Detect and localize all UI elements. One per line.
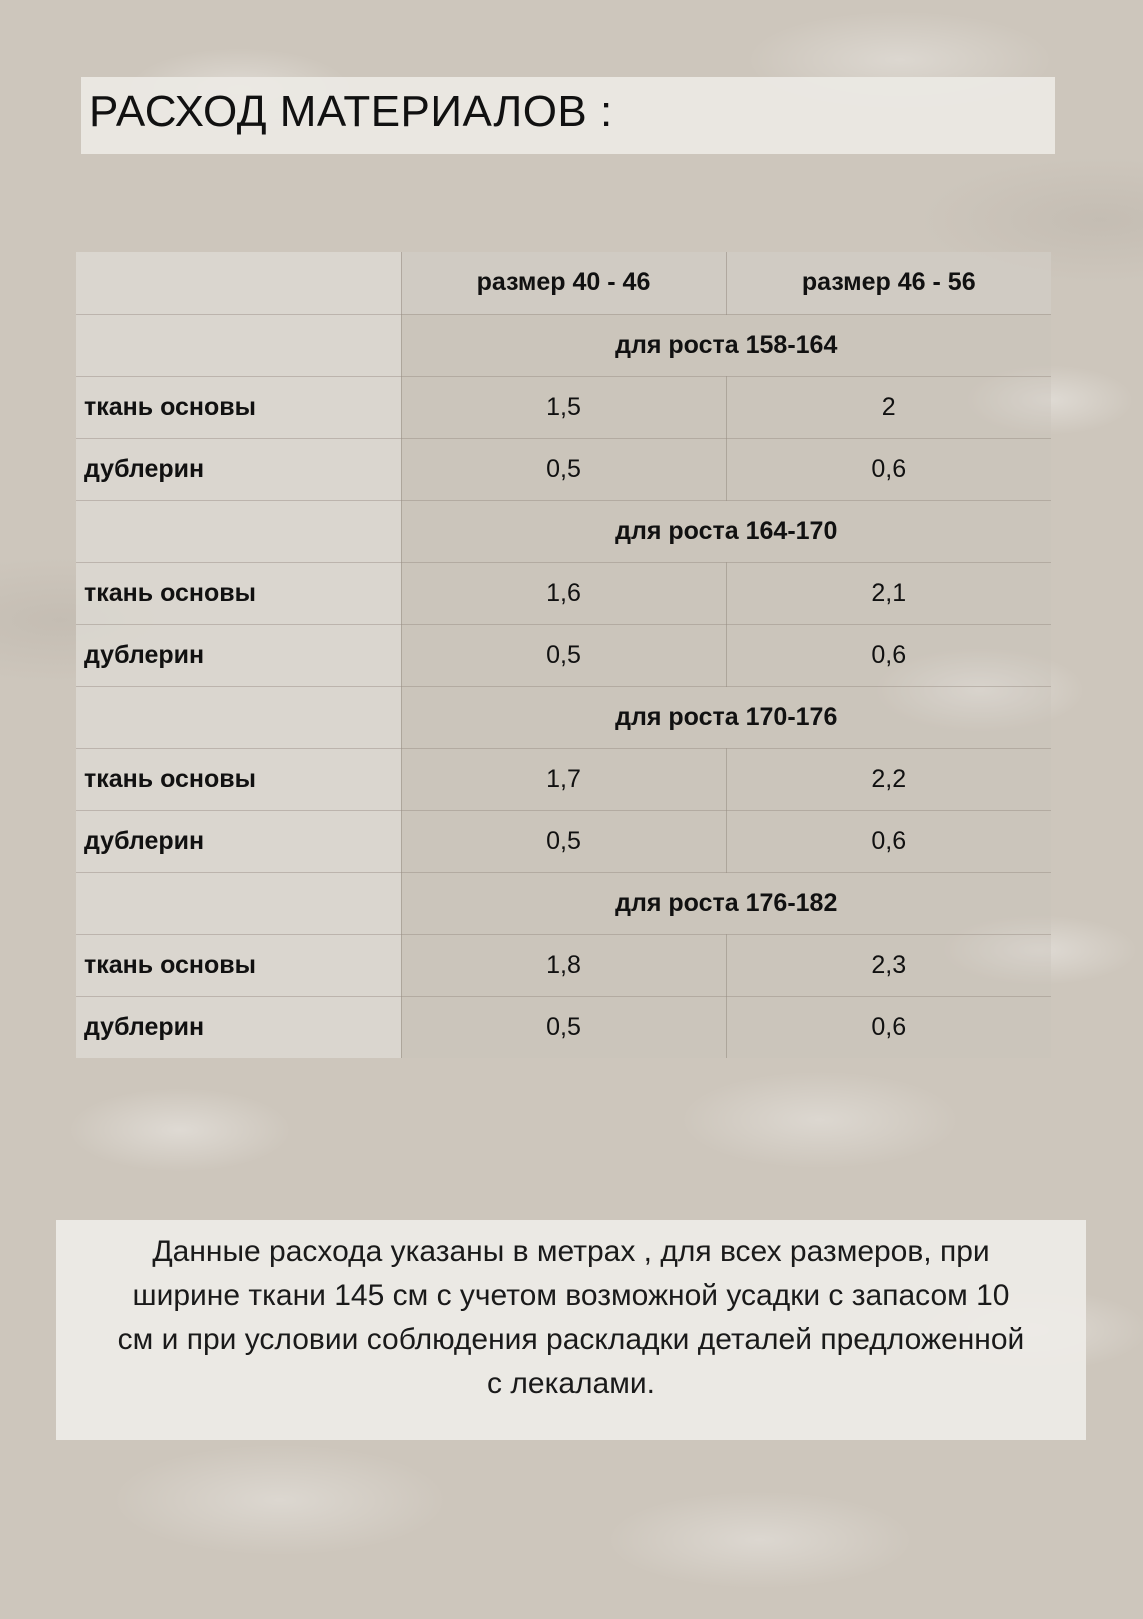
table-row [76, 562, 1051, 624]
table-row [76, 438, 1051, 500]
value-size-46-56: 2,1 [726, 562, 1051, 624]
title-banner [81, 77, 1055, 154]
table-row [76, 624, 1051, 686]
group-row [76, 314, 1051, 376]
column-header-size-40-46: размер 40 - 46 [401, 252, 726, 314]
table-row [76, 376, 1051, 438]
height-group-label: для роста 158-164 [401, 314, 1051, 376]
value-size-40-46: 0,5 [401, 624, 726, 686]
value-size-46-56: 0,6 [726, 810, 1051, 872]
value-size-46-56: 2,2 [726, 748, 1051, 810]
material-name: ткань основы [76, 562, 401, 624]
height-group-label: для роста 170-176 [401, 686, 1051, 748]
material-name: дублерин [76, 810, 401, 872]
material-name: дублерин [76, 996, 401, 1058]
table-row [76, 996, 1051, 1058]
value-size-40-46: 1,7 [401, 748, 726, 810]
value-size-40-46: 0,5 [401, 996, 726, 1058]
materials-table [76, 252, 1051, 1058]
group-label-spacer [76, 314, 401, 376]
table-row [76, 934, 1051, 996]
group-row [76, 500, 1051, 562]
header-empty-cell [76, 252, 401, 314]
group-row [76, 872, 1051, 934]
page-title: РАСХОД МАТЕРИАЛОВ : [89, 87, 613, 136]
material-name: ткань основы [76, 748, 401, 810]
group-label-spacer [76, 500, 401, 562]
value-size-46-56: 0,6 [726, 996, 1051, 1058]
value-size-40-46: 1,5 [401, 376, 726, 438]
group-label-spacer [76, 686, 401, 748]
note-box [56, 1220, 1086, 1440]
material-name: дублерин [76, 624, 401, 686]
material-name: ткань основы [76, 934, 401, 996]
material-name: ткань основы [76, 376, 401, 438]
table-row [76, 810, 1051, 872]
value-size-40-46: 0,5 [401, 810, 726, 872]
height-group-label: для роста 164-170 [401, 500, 1051, 562]
value-size-46-56: 0,6 [726, 438, 1051, 500]
value-size-46-56: 2,3 [726, 934, 1051, 996]
table-row [76, 748, 1051, 810]
material-name: дублерин [76, 438, 401, 500]
value-size-40-46: 0,5 [401, 438, 726, 500]
value-size-40-46: 1,8 [401, 934, 726, 996]
group-label-spacer [76, 872, 401, 934]
consumption-note: Данные расхода указаны в метрах , для всех размеров, при ширине ткани 145 см с учетом возможной усадки с запасом 10 см и при условии соблюдения раскладки деталей предложенной с лекалами. [117, 1235, 1025, 1400]
group-row [76, 686, 1051, 748]
table-header-row [76, 252, 1051, 314]
value-size-46-56: 0,6 [726, 624, 1051, 686]
height-group-label: для роста 176-182 [401, 872, 1051, 934]
value-size-40-46: 1,6 [401, 562, 726, 624]
column-header-size-46-56: размер 46 - 56 [726, 252, 1051, 314]
value-size-46-56: 2 [726, 376, 1051, 438]
